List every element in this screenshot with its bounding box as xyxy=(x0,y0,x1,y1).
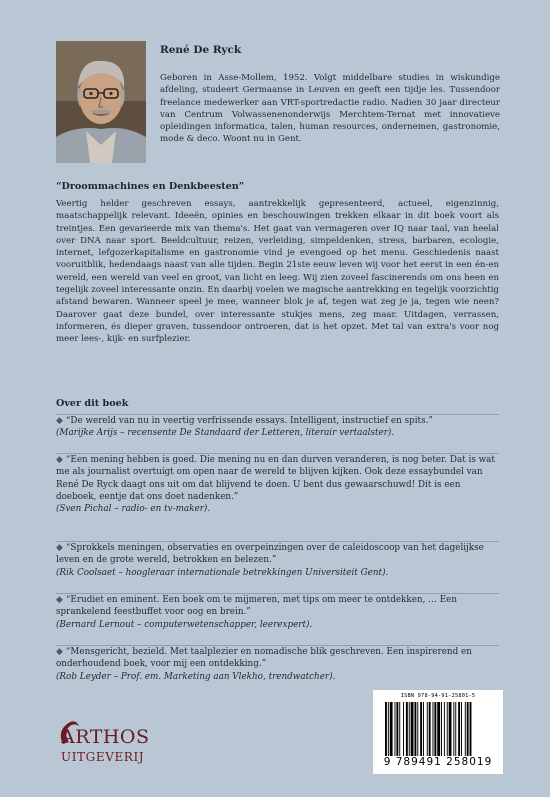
review-quote xyxy=(56,593,499,631)
isbn-label: ISBN 978-94-91-25801-5 xyxy=(400,693,476,699)
isbn-barcode xyxy=(373,690,503,774)
author-name: René De Ryck xyxy=(160,44,242,56)
publisher-subname: UITGEVERIJ xyxy=(61,750,145,764)
quote-text: “Erudiet en eminent. Een boek om te mijmeren, met tips om meer te ontdekken, … Een sprankelend feestbuffet voor oog en brein.” xyxy=(56,595,458,618)
quote-source: (Marijke Arijs – recensente De Standaard der Letteren, literair vertaalster). xyxy=(56,428,395,439)
quote-source: (Sven Pichal – radio- en tv-maker). xyxy=(56,504,211,515)
review-quote xyxy=(56,453,499,515)
publisher-name: ARTHOS xyxy=(61,726,150,748)
author-bio: Geboren in Asse-Mollem, 1952. Volgt middelbare studies in wiskundige afdeling, studeert Germaanse in Leuven en geeft een tijdje les. Tussendoor freelance medewerker aan VRT-sportredactie radio. Nadien 30 jaar directeur van Centrum Volwassenenonderwijs Merchtem-Ternat met innovatieve opleidingen informatica, talen, human resources, ondernemen, gastronomie, mode & deco. Woont nu in Gent. xyxy=(160,73,500,145)
ean-number: 9 789491 258019 xyxy=(383,756,493,768)
intro-text: Veertig helder geschreven essays, aantrekkelijk gepresenteerd, actueel, eigenzinnig, maatschappelijk relevant. Ideeën, opinies en beschouwingen trekken elkaar in dit boek voort als treintjes. Een gevarieerde mix van thema's. Het gaat van vermageren over IQ naar taal, van heelal over DNA naar sport. Beeldcultuur, reizen, verleiding, simpeldenken, stress, barbaren, ecologie, internet, lefgozerkapitalisme en gastronomie vind je evengoed op het menu. Geschiedenis naast vooruitblik, hedendaags naast van alle tijden. Begin 21ste eeuw leven wij voor het eerst in een én-en wereld, een wereld van veel en groot, van licht en leeg. Wij zien zoveel fascinerends om ons heen en tegelijk zoveel interessante onzin. En daarbij voelen we magische aantrekking en tegelijk voorzichtig afstand bewaren. Wanneer speel je mee, wanneer blok je af, tegen wat zeg je ja, tegen wie neen? Daarover gaat deze bundel, over interessante stukjes mens, zeg maar. Uitdagen, verrassen, informeren, és dieper graven, tussendoor ontroeren, dat is het opzet. Met tal van extra's voor nog meer lees-, kijk- en surfplezier. xyxy=(56,199,499,345)
quote-source: (Rob Leyder – Prof. em. Marketing aan Vlekho, trendwatcher). xyxy=(56,671,336,682)
publisher-logo xyxy=(55,718,165,770)
diamond-bullet-icon: ◆ xyxy=(56,543,63,553)
quote-source: (Rik Coolsaet – hoogleraar internationale betrekkingen Universiteit Gent). xyxy=(56,567,389,578)
about-title: Over dit boek xyxy=(56,398,129,409)
barcode-bars xyxy=(383,702,493,756)
quote-text: “Mensgericht, bezield. Met taalplezier en nomadische blik geschreven. Een inspirerend en onderhoudend boek, voor mij een ontdekking.” xyxy=(56,647,472,670)
quote-text: “De wereld van nu in veertig verfrissende essays. Intelligent, instructief en spits.” xyxy=(65,416,433,426)
diamond-bullet-icon: ◆ xyxy=(56,416,63,426)
author-portrait xyxy=(56,41,146,163)
quote-text: “Een mening hebben is goed. Die mening nu en dan durven veranderen, is nog beter. Dat is wat me als journalist overtuigt om open naar de wereld te blijven kijken. Ook deze essaybundel van René De Ryck daagt ons uit om dat blijvend te doen. U bent dus gewaarschuwd! Dit is een doeboek, eentje dat ons doet nadenken.” xyxy=(56,455,495,502)
intro-title: “Droommachines en Denkbeesten” xyxy=(56,181,245,192)
quote-text: “Sprokkels meningen, observaties en overpeinzingen over de caleidoscoop van het dagelijkse leven en de grote wereld, betrokken en belezen.” xyxy=(56,543,484,566)
review-quote xyxy=(56,645,499,683)
review-quote xyxy=(56,541,499,579)
diamond-bullet-icon: ◆ xyxy=(56,455,63,465)
diamond-bullet-icon: ◆ xyxy=(56,595,63,605)
diamond-bullet-icon: ◆ xyxy=(56,647,63,657)
review-quote xyxy=(56,414,499,440)
quote-source: (Bernard Lernout – computerwetenschapper, leerexpert). xyxy=(56,619,313,630)
